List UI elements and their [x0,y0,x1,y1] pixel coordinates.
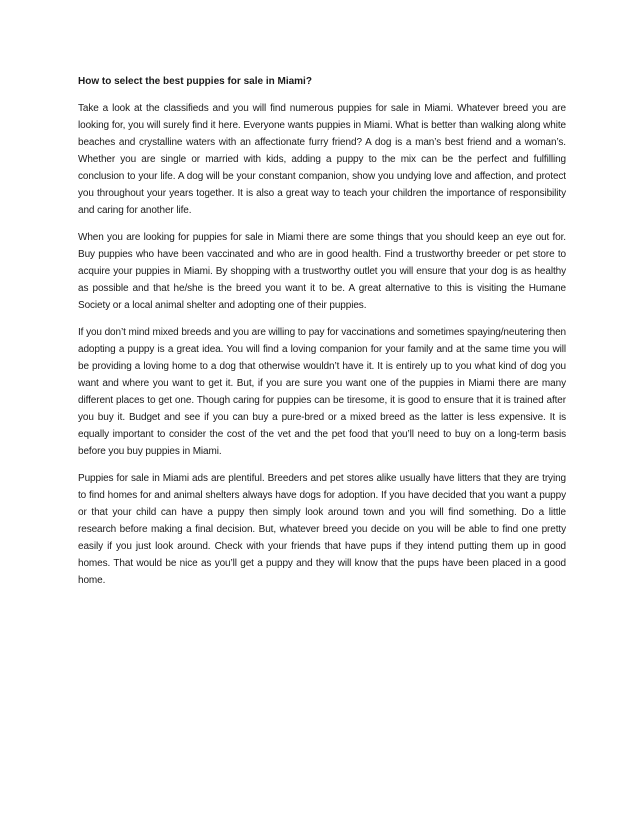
paragraph-3: If you don’t mind mixed breeds and you are willing to pay for vaccinations and sometimes spaying/neutering then adopting a puppy is a great idea. You will find a loving companion for your family and at the same time you will be providing a loving home to a dog that otherwise wouldn’t have it. It is entirely up to you what kind of dog you want and where you want to get it. But, if you are sure you want one of the puppies in Miami there are many different places to get one. Though caring for puppies can be tiresome, it is good to ensure that it is trained after you buy it. Budget and see if you can buy a pure-bred or a mixed breed as the latter is less expensive. It is equally important to consider the cost of the vet and the pet food that you’ll need to buy on a long-term basis before you buy puppies in Miami. [78,327,566,457]
document-title: How to select the best puppies for sale in Miami? [78,76,312,87]
paragraph-4: Puppies for sale in Miami ads are plentiful. Breeders and pet stores alike usually have litters that they are trying to find homes for and animal shelters always have dogs for adoption. If you have decided that you want a puppy or that your child can have a puppy then simply look around town and you will find something. Do a little research before making a final decision. But, whatever breed you decide on you will be able to find one pretty easily if you just look around. Check with your friends that have pups if they intend putting them up in good homes. That would be nice as you’ll get a puppy and they will know that the pups have been placed in a good home. [78,473,566,586]
paragraph-2: When you are looking for puppies for sale in Miami there are some things that you should keep an eye out for. Buy puppies who have been vaccinated and who are in good health. Find a trustworthy breeder or pet store to acquire your puppies in Miami. By shopping with a trustworthy outlet you will ensure that your dog is as healthy as possible and that he/she is the breed you want it to be. A great alternative to this is visiting the Humane Society or a local animal shelter and adopting one of their puppies. [78,232,566,311]
paragraph-1: Take a look at the classifieds and you will find numerous puppies for sale in Miami. Whatever breed you are looking for, you will surely find it here. Everyone wants puppies in Miami. What is better than walking along white beaches and crystalline waters with an affectionate furry friend? A dog is a man’s best friend and a woman’s. Whether you are single or married with kids, adding a puppy to the mix can be the perfect and fulfilling conclusion to your life. A dog will be your constant companion, show you undying love and affection, and protect you throughout your years together. It is also a great way to teach your children the importance of responsibility and caring for another life. [78,103,566,216]
